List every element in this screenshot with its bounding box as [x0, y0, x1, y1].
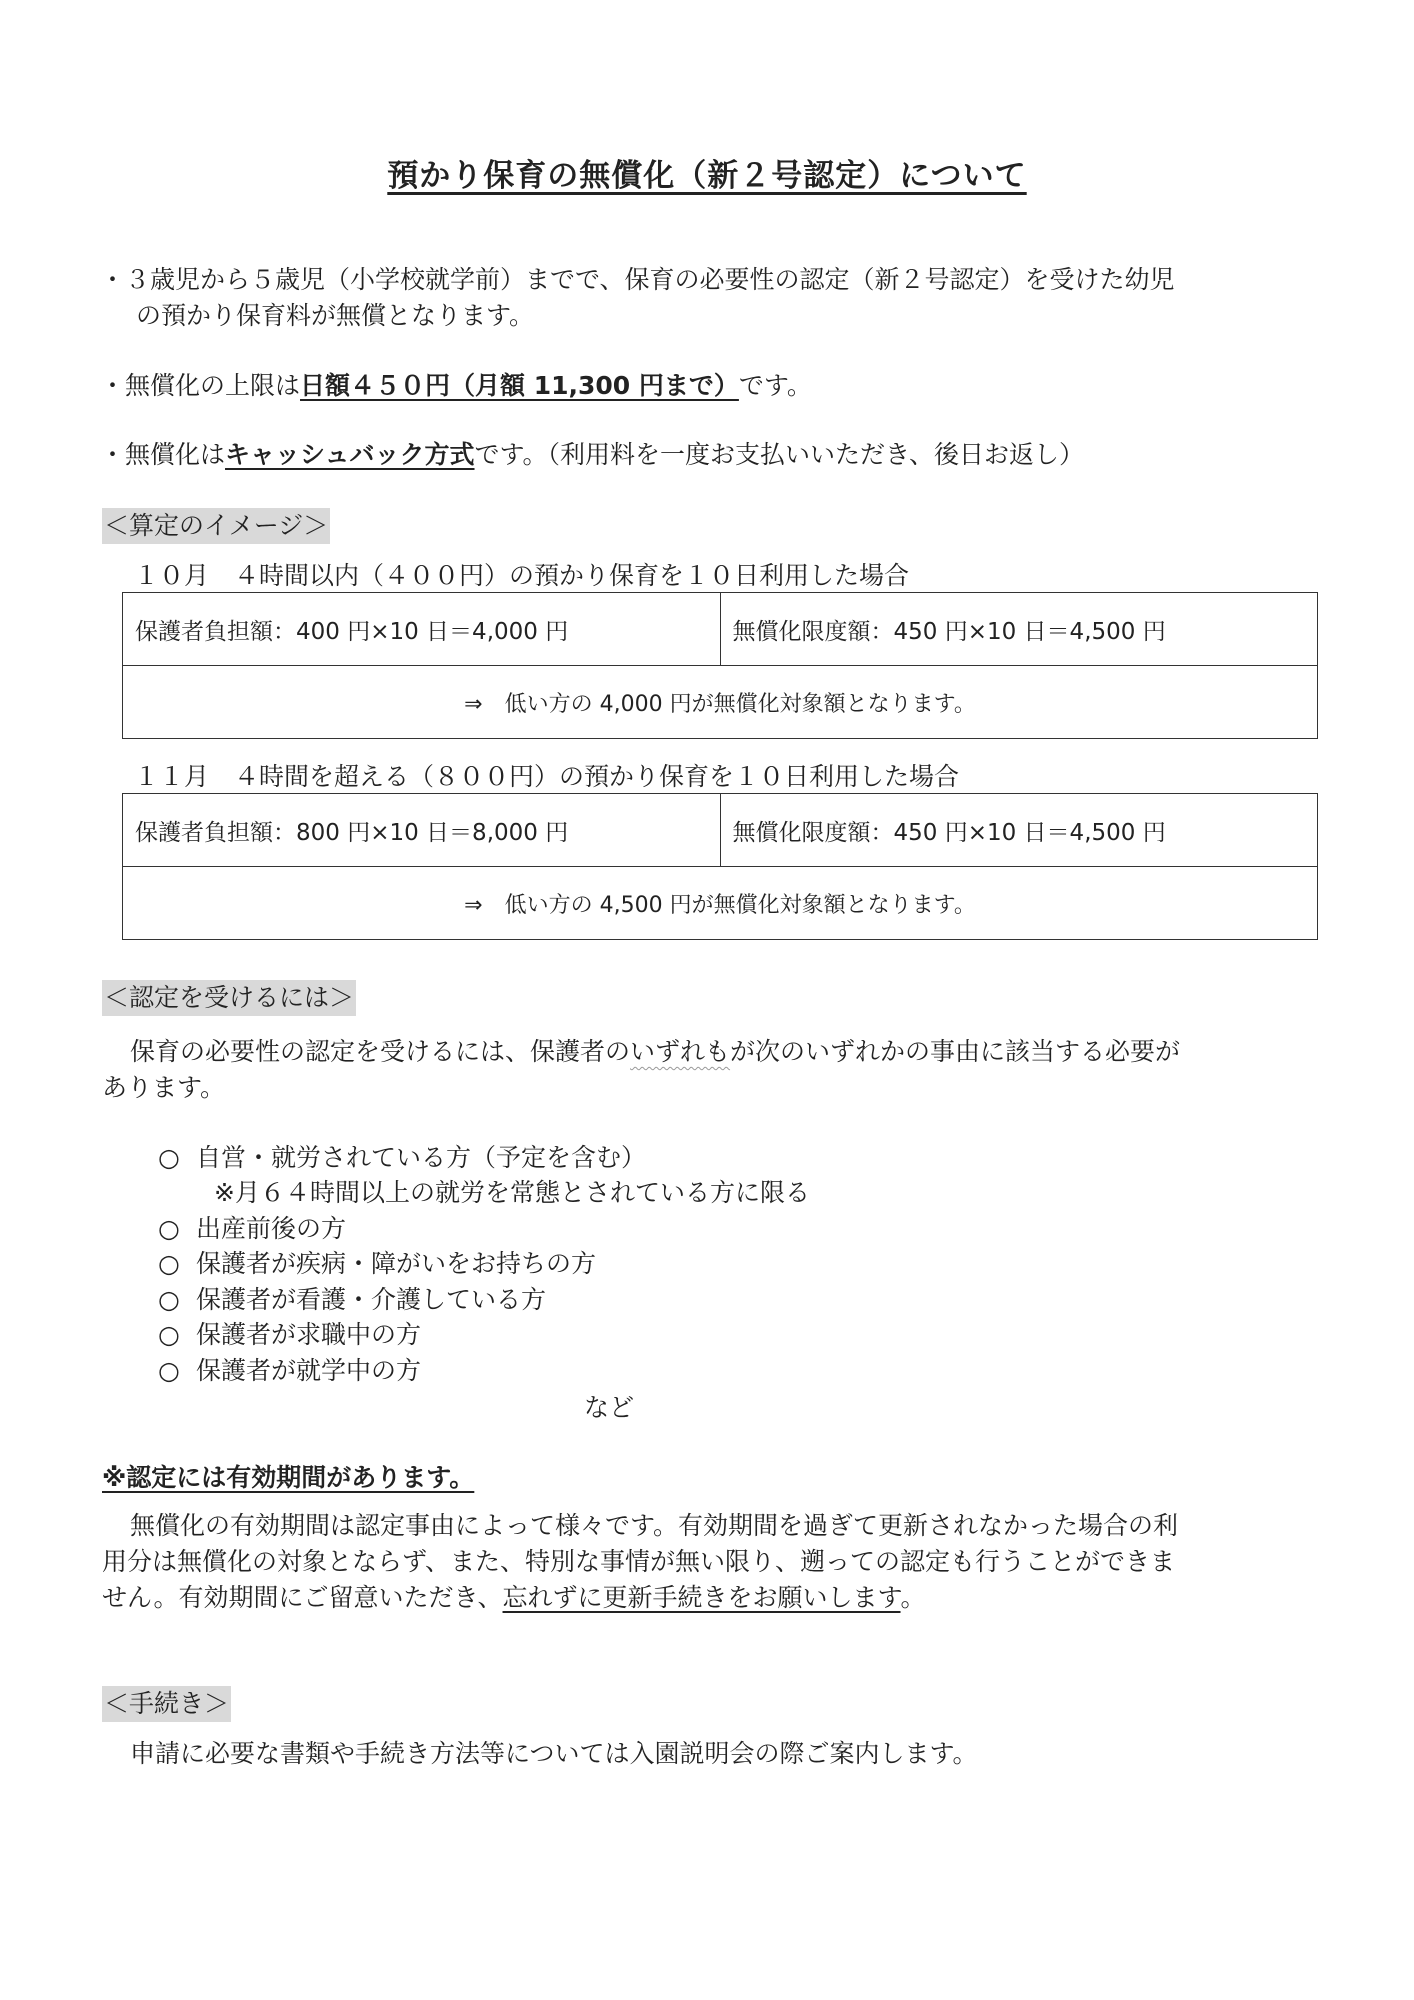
table-row [123, 593, 1318, 666]
validity-line3: せん。有効期間にご留意いただき、忘れずに更新手続きをお願いします。 [102, 1583, 926, 1612]
circle-bullet-icon: ○ [158, 1320, 180, 1349]
renewal-reminder: 忘れずに更新手続きをお願いします [502, 1583, 901, 1612]
validity-header: ※認定には有効期間があります。 [102, 1463, 475, 1492]
validity-line2: 用分は無償化の対象とならず、また、特別な事情が無い限り、遡っての認定も行うことができま [102, 1547, 1176, 1576]
circle-bullet-icon: ○ [158, 1249, 180, 1278]
circle-bullet-icon: ○ [158, 1143, 180, 1172]
list-item: ○ 保護者が求職中の方 [158, 1317, 421, 1353]
bullet-eligibility-line1: ・３歳児から５歳児（小学校就学前）までで、保育の必要性の認定（新２号認定）を受けた幼児 [100, 265, 1175, 294]
bullet-cashback: ・無償化はキャッシュバック方式です。（利用料を一度お支払いいただき、後日お返し） [100, 440, 1085, 469]
work-hours-note: ※月６４時間以上の就労を常態とされている方に限る [214, 1178, 810, 1207]
list-item: ○ 保護者が疾病・障がいをお持ちの方 [158, 1246, 596, 1282]
page-title: 預かり保育の無償化（新２号認定）について [387, 158, 1027, 194]
either-emphasis: いずれも [630, 1037, 731, 1066]
october-result: ⇒ 低い方の 4,000 円が無償化対象額となります。 [123, 666, 1318, 739]
november-parent-burden: 保護者負担額：800 円×10 日＝8,000 円 [123, 794, 721, 867]
october-caption: １０月 ４時間以内（４００円）の預かり保育を１０日利用した場合 [134, 561, 910, 590]
october-free-limit: 無償化限度額：450 円×10 日＝4,500 円 [720, 593, 1318, 666]
circle-bullet-icon: ○ [158, 1356, 180, 1385]
november-caption: １１月 ４時間を超える（８００円）の預かり保育を１０日利用した場合 [134, 762, 960, 791]
etc-label: など [584, 1393, 635, 1422]
bullet-upper-limit: ・無償化の上限は日額４５０円（月額 11,300 円まで）です。 [100, 371, 812, 400]
cashback-method: キャッシュバック方式 [225, 440, 475, 469]
section-header-calculation: ＜算定のイメージ＞ [102, 508, 330, 544]
section-header-procedure: ＜手続き＞ [102, 1686, 231, 1722]
table-row [123, 666, 1318, 739]
november-calc-table [122, 793, 1318, 940]
upper-limit-amount: 日額４５０円（月額 11,300 円まで） [300, 371, 739, 400]
table-row [123, 867, 1318, 940]
section-header-certification: ＜認定を受けるには＞ [102, 980, 356, 1016]
table-row [123, 794, 1318, 867]
list-item: ○ 出産前後の方 [158, 1211, 346, 1247]
circle-bullet-icon: ○ [158, 1285, 180, 1314]
november-result: ⇒ 低い方の 4,500 円が無償化対象額となります。 [123, 867, 1318, 940]
list-item: ○ 保護者が看護・介護している方 [158, 1282, 546, 1318]
certification-intro-line1: 保育の必要性の認定を受けるには、保護者のいずれもが次のいずれかの事由に該当する必要が [130, 1037, 1181, 1066]
procedure-text: 申請に必要な書類や手続き方法等については入園説明会の際ご案内します。 [130, 1739, 978, 1768]
november-free-limit: 無償化限度額：450 円×10 日＝4,500 円 [720, 794, 1318, 867]
october-calc-table [122, 592, 1318, 739]
bullet-eligibility-line2: の預かり保育料が無償となります。 [136, 301, 535, 330]
list-item: ○ 保護者が就学中の方 [158, 1353, 421, 1389]
certification-intro-line2: あります。 [102, 1073, 226, 1102]
october-parent-burden: 保護者負担額：400 円×10 日＝4,000 円 [123, 593, 721, 666]
validity-line1: 無償化の有効期間は認定事由によって様々です。有効期間を過ぎて更新されなかった場合の利 [130, 1511, 1179, 1540]
list-item: ○ 自営・就労されている方（予定を含む） [158, 1140, 646, 1176]
circle-bullet-icon: ○ [158, 1214, 180, 1243]
